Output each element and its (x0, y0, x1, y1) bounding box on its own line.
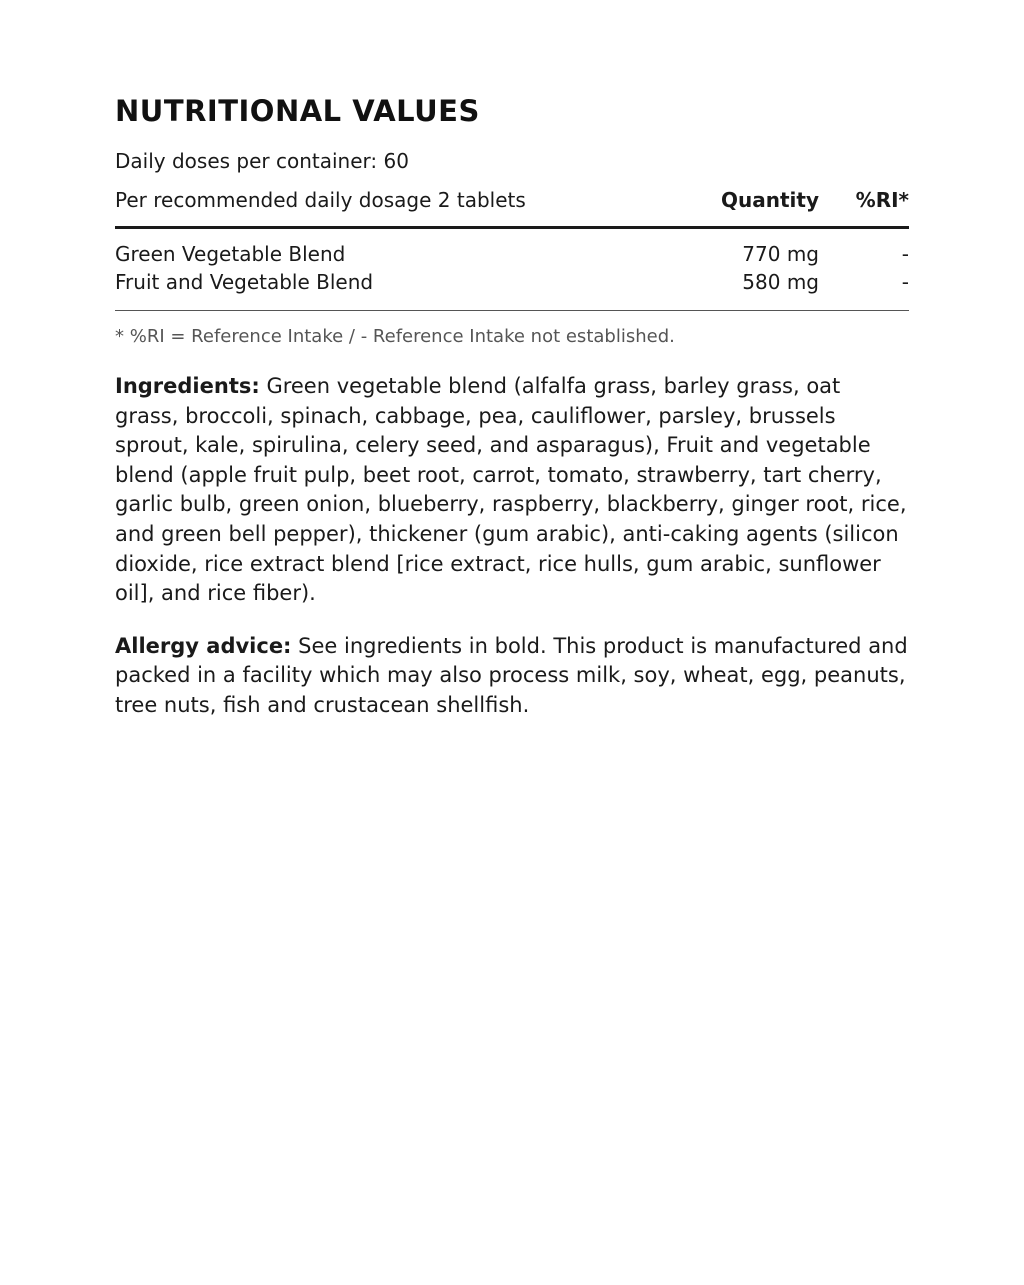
allergy-label: Allergy advice: (115, 633, 292, 658)
allergy-paragraph (115, 632, 909, 721)
dosage-header: Per recommended daily dosage 2 tablets (115, 188, 526, 212)
ri-header: %RI* (855, 188, 909, 212)
page-title: NUTRITIONAL VALUES (115, 94, 480, 128)
table-header-row (115, 186, 909, 229)
table-row (115, 268, 909, 296)
ingredients-paragraph (115, 372, 909, 609)
ingredient-quantity: 770 mg (742, 242, 819, 266)
quantity-header: Quantity (721, 188, 819, 212)
ingredient-name: Fruit and Vegetable Blend (115, 270, 374, 294)
ri-footnote: * %RI = Reference Intake / - Reference Intake not established. (115, 326, 675, 347)
ingredients-label: Ingredients: (115, 374, 260, 398)
ingredient-ri: - (901, 242, 909, 266)
servings-per-container: Daily doses per container: 60 (115, 149, 409, 173)
allergy-text: See ingredients in bold. This product is manufactured and packed in a facility which may also process milk, soy, wheat, egg, peanuts, tree nuts, fish and crustacean shellfish. (115, 633, 908, 717)
ingredient-quantity: 580 mg (742, 270, 819, 294)
table-body (115, 229, 909, 311)
nutrition-table (115, 186, 909, 311)
ingredient-name: Green Vegetable Blend (115, 242, 346, 266)
table-row (115, 240, 909, 268)
ingredients-text: Green vegetable blend (alfalfa grass, barley grass, oat grass, broccoli, spinach, cabbage, pea, cauliflower, parsley, brussels sprout, kale, spirulina, celery seed, and asparagus), Fruit and vegetable blend (apple fruit pulp, beet root, carrot, tomato, strawberry, tart cherry, garlic bulb, green onion, blueberry, raspberry, blackberry, ginger root, rice, and green bell pepper), thickener (gum arabic), anti-caking agents (silicon dioxide, rice extract blend [rice extract, rice hulls, gum arabic, sunflower oil], and rice fiber). (115, 374, 907, 606)
ingredient-ri: - (901, 270, 909, 294)
nutrition-panel (115, 92, 909, 721)
